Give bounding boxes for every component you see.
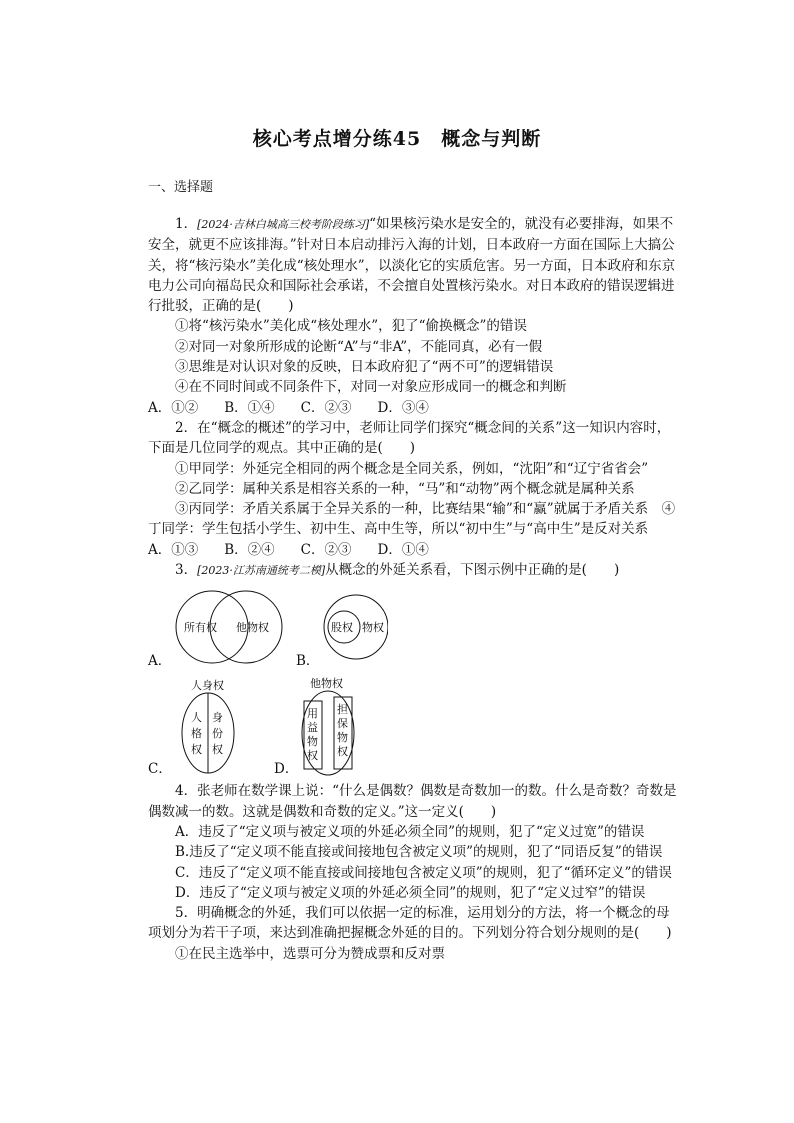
figure-c-diagram — [178, 677, 258, 779]
figure-c-right-char-3: 权 — [212, 743, 223, 757]
figure-b-inner-label: 股权 — [331, 621, 353, 635]
q1-options — [148, 398, 678, 418]
q2-statement-3: ③丙同学：矛盾关系属于全异关系的一种，比赛结果“输”和“赢”就属于矛盾关系 ④丁同学：学生包括小学生、初中生、高中生等，所以“初中生”与“高中生”是反对关系 — [148, 501, 676, 538]
question-3-source: [2023·江苏南通统考二模] — [197, 564, 326, 578]
figure-d-diagram — [298, 677, 378, 779]
figure-b-venn — [318, 587, 388, 671]
figure-d-right-char-2: 保 — [337, 717, 348, 731]
figure-b-outer-label: 物权 — [362, 621, 384, 635]
q2-option-c: C．②③ — [300, 541, 352, 558]
figure-d-top-label: 他物权 — [310, 677, 343, 691]
figure-d-right-char-3: 物 — [337, 731, 348, 745]
section-heading: 一、选择题 — [148, 180, 214, 195]
q4-option-d: D．违反了“定义项与被定义项的外延必须全同”的规则，犯了“定义过窄”的错误 — [175, 884, 646, 901]
figure-d-left-char-2: 益 — [307, 721, 318, 735]
q5-statement-1: ①在民主选举中，选票可分为赞成票和反对票 — [175, 945, 445, 962]
figure-d-right-char-4: 权 — [337, 745, 348, 759]
figure-d-left-char-4: 权 — [307, 749, 318, 763]
figure-d-label: D． — [274, 761, 299, 778]
q1-option-c: C．②③ — [300, 399, 352, 416]
page-title: 核心考点增分练45 概念与判断 — [252, 128, 542, 150]
q1-statement-2: ②对同一对象所形成的论断“A”与“非A”，不能同真，必有一假 — [175, 338, 543, 355]
figure-c-left-char-2: 格 — [191, 727, 202, 741]
q2-options — [148, 540, 678, 560]
question-1-source: [2024·吉林白城高三校考阶段练习] — [197, 218, 370, 231]
figure-a-right-label: 他物权 — [236, 621, 269, 635]
figure-c-top-label: 人身权 — [191, 679, 224, 693]
question-4-stem: 4．张老师在数学课上说：“什么是偶数？偶数是奇数加一的数。什么是奇数？奇数是偶数减一的数。这就是偶数和奇数的定义。”这一定义( ) — [148, 783, 677, 820]
q1-statement-3: ③思维是对认识对象的反映，日本政府犯了“两不可”的逻辑错误 — [175, 359, 554, 376]
figure-c-left-char-3: 权 — [191, 743, 202, 757]
q3-figure-row-cd — [148, 677, 678, 781]
figure-c-label: C． — [148, 761, 172, 778]
q2-option-a: A．①③ — [148, 541, 199, 558]
q1-statement-4: ④在不同时间或不同条件下，对同一对象应形成同一的概念和判断 — [175, 379, 567, 396]
question-3-stem: 3．[2023·江苏南通统考二模]从概念的外延关系看，下图示例中正确的是( ) — [175, 562, 620, 579]
q4-option-a: A．违反了“定义项与被定义项的外延必须全同”的规则，犯了“定义过宽”的错误 — [175, 823, 645, 840]
figure-a-venn — [170, 587, 290, 671]
q4-option-c: C．违反了“定义项不能直接或间接地包含被定义项”的规则，犯了“循环定义”的错误 — [175, 864, 672, 881]
question-content — [148, 214, 678, 964]
q1-option-a: A．①② — [148, 399, 199, 416]
figure-d-left-char-1: 用 — [307, 707, 318, 721]
q1-statement-1: ①将“核污染水”美化成“核处理水”，犯了“偷换概念”的错误 — [175, 318, 527, 335]
figure-c-left-char-1: 人 — [191, 711, 202, 725]
q2-statement-2: ②乙同学：属种关系是相容关系的一种，“马”和“动物”两个概念就是属种关系 — [175, 480, 635, 497]
figure-d-right-char-1: 担 — [337, 703, 348, 717]
figure-c-right-char-1: 身 — [212, 711, 223, 725]
q2-option-b: B．②④ — [224, 541, 275, 558]
q4-option-b: B.违反了“定义项不能直接或间接地包含被定义项”的规则，犯了“同语反复”的错误 — [175, 844, 663, 861]
question-5-stem: 5．明确概念的外延，我们可以依据一定的标准，运用划分的方法，将一个概念的母项划分为若干子项，来达到准确把握概念外延的目的。下列划分符合划分规则的是( ) — [148, 905, 672, 942]
question-1-stem: 1．[2024·吉林白城高三校考阶段练习]“如果核污染水是安全的，就没有必要排海，如果不安全，就更不应该排海。”针对日本启动排污入海的计划，日本政府一方面在国际上大搞公关，将“核污染水”美化成“核处理水”，以淡化它的实质危害。另一方面，日本政府和东京电力公司向福岛民众和国际社会承诺，不会擅自处置核污染水。对日本政府的错误逻辑进行批驳，正确的是( ) — [148, 216, 676, 315]
question-2-stem: 2．在“概念的概述”的学习中，老师让同学们探究“概念间的关系”这一知识内容时，下面是几位同学的观点。其中正确的是( ) — [148, 419, 671, 457]
q2-statement-1: ①甲同学：外延完全相同的两个概念是全同关系，例如，“沈阳”和“辽宁省省会” — [175, 460, 649, 477]
figure-c-right-char-2: 份 — [212, 727, 223, 741]
figure-d-left-char-3: 物 — [307, 735, 318, 749]
q1-option-b: B．①④ — [224, 399, 275, 416]
q2-option-d: D．①④ — [377, 541, 429, 558]
q1-option-d: D．③④ — [377, 399, 429, 416]
q3-figure-row-ab — [148, 581, 678, 677]
figure-a-label: A． — [148, 653, 172, 670]
figure-a-left-label: 所有权 — [184, 621, 217, 635]
figure-b-label: B． — [296, 653, 320, 670]
